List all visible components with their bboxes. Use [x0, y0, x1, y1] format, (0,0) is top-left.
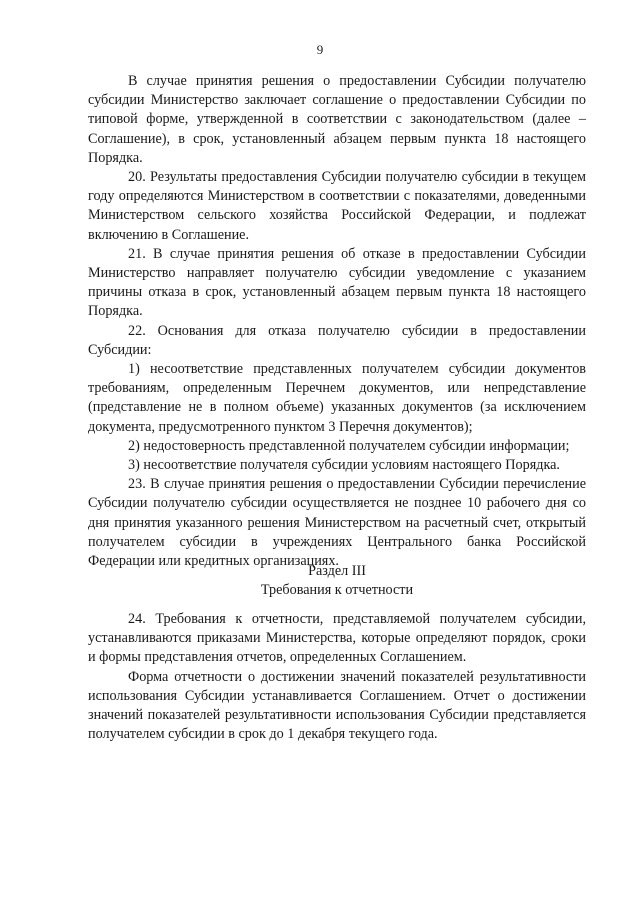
body-text-bottom: [88, 610, 586, 744]
paragraph-23: 23. В случае принятия решения о предоставлении Субсидии перечисление Субсидии получателю субсидии осуществляется не позднее 10 рабочего дня со дня принятия указанного решения Министерством на расчетный счет, открытый получателем субсидии в учреждениях Центрального банка Российской Федерации или кредитных организациях.: [88, 476, 586, 570]
paragraph-20: 20. Результаты предоставления Субсидии получателю субсидии в текущем году определяются Министерством в соответствии с показателями, доведенными Министерством сельского хозяйства Российской Федерации, и подлежат включению в Соглашение.: [88, 169, 586, 243]
section-subtitle: Требования к отчетности: [260, 582, 414, 598]
paragraph-22: 22. Основания для отказа получателю субсидии в предоставлении Субсидии:: [88, 322, 586, 358]
paragraph-report-form: Форма отчетности о достижении значений показателей результативности использования Субсидии устанавливается Соглашением. Отчет о достижении значений показателей результативности использования Субсидии представляется получателем субсидии в срок до 1 декабря текущего года.: [88, 668, 586, 743]
paragraph-21: 21. В случае принятия решения об отказе в предоставлении Субсидии Министерство направляет получателю субсидии уведомление с указанием причины отказа в срок, установленный абзацем первым пункта 18 настоящего Порядка.: [88, 245, 586, 320]
paragraph-24: 24. Требования к отчетности, представляемой получателем субсидии, устанавливаются приказами Министерства, которые определяют порядок, сроки и формы представления отчетов, определенных Соглашением.: [88, 611, 586, 666]
body-text-top: [88, 72, 586, 571]
page-number: 9: [316, 42, 324, 57]
paragraph-agreement: В случае принятия решения о предоставлении Субсидии получателю субсидии Министерство заключает соглашение о предоставлении Субсидии по типовой форме, утвержденной в соответствии с законодательством (далее – Соглашение), в срок, установленный абзацем первым пункта 18 настоящего Порядка.: [88, 73, 586, 166]
section-title: Раздел III: [308, 563, 366, 579]
paragraph-22-item-3: 3) несоответствие получателя субсидии условиям настоящего Порядка.: [128, 457, 560, 474]
paragraph-22-item-2: 2) недостоверность представленной получателем субсидии информации;: [128, 437, 570, 454]
paragraph-22-item-1: 1) несоответствие представленных получателем субсидии документов требованиям, определенным Перечнем документов, или непредставление (представление не в полном объеме) указанных документов (за исключением документа, предусмотренного пунктом 3 Перечня документов);: [88, 361, 586, 435]
